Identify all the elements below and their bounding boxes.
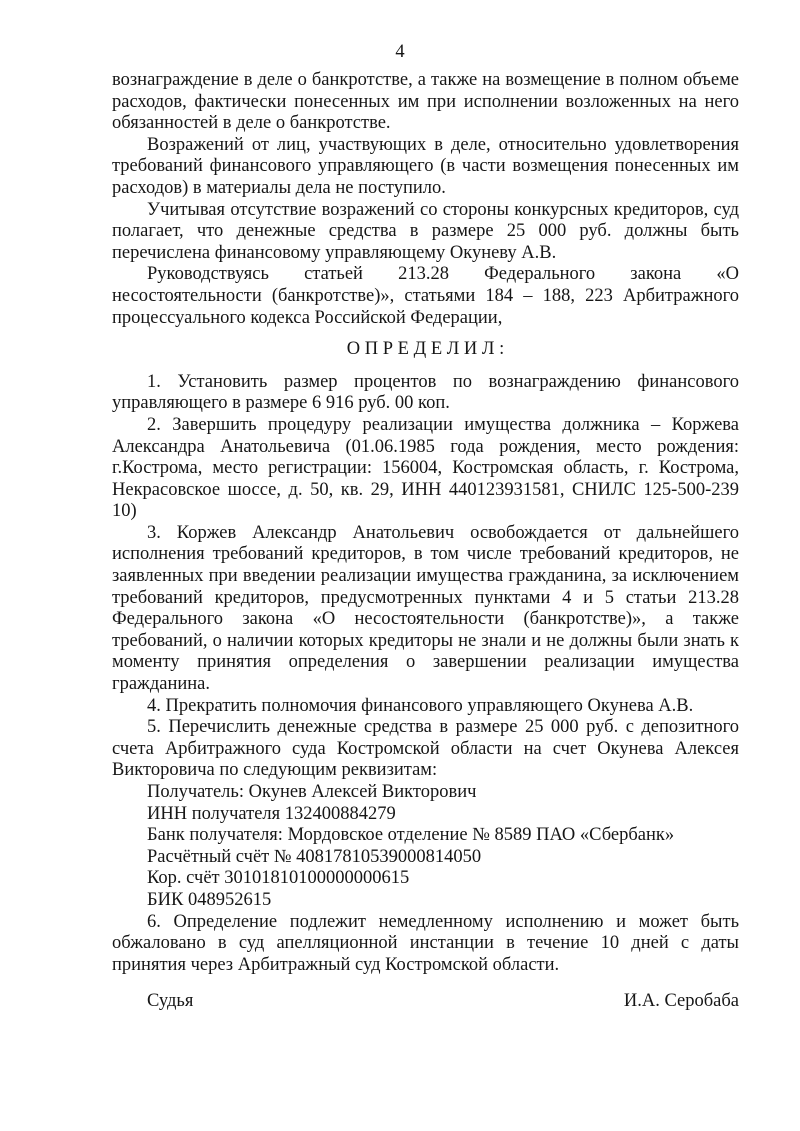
page-number: 4 [395,42,405,62]
paragraph-continuation: вознаграждение в деле о банкротстве, а также на возмещение в полном объеме расходов, фактически понесенных им при исполнении возложенных на него обязанностей в деле о банкротстве. [112,70,739,134]
paragraph-legal-basis: Руководствуясь статьей 213.28 Федерального закона «О несостоятельности (банкротстве)», статьями 184 – 188, 223 Арбитражного процессуального кодекса Российской Федерации, [112,264,739,328]
document-body [112,70,739,1013]
judge-label: Судья [147,991,194,1012]
requisite-bank: Банк получателя: Мордовское отделение № 8589 ПАО «Сбербанк» [147,825,675,846]
resolution-heading: О П Р Е Д Е Л И Л : [346,339,505,360]
resolution-item-6: 6. Определение подлежит немедленному исполнению и может быть обжаловано в суд апелляционной инстанции в течение 10 дней с даты принятия через Арбитражный суд Костромской области. [112,911,739,975]
resolution-item-2: 2. Завершить процедуру реализации имущества должника – Коржева Александра Анатольевича (01.06.1985 года рождения, место рождения: г.Кострома, место регистрации: 156004, Костромская область, г. Кострома, Некрасовское шоссе, д. 50, кв. 29, ИНН 440123931581, СНИЛС 125-500-239 10) [112,414,739,522]
requisite-account: Расчётный счёт № 40817810539000814050 [147,846,482,867]
signature-row [112,991,739,1013]
requisite-recipient: Получатель: Окунев Алексей Викторович [147,782,477,802]
requisite-inn: ИНН получателя 132400884279 [147,803,396,824]
resolution-item-1: 1. Установить размер процентов по вознаграждению финансового управляющего в размере 6 916 руб. 00 коп. [112,371,739,414]
judge-name: И.А. Серобаба [623,991,739,1012]
resolution-item-3: 3. Коржев Александр Анатольевич освобождается от дальнейшего исполнения требований кредиторов, в том числе требований кредиторов, не заявленных при введении реализации имущества гражданина, за исключением требований кредиторов, предусмотренных пунктами 4 и 5 статьи 213.28 Федерального закона «О несостоятельности (банкротстве)», а также требований, о наличии которых кредиторы не знали и не должны были знать к моменту принятия определения о завершении реализации имущества гражданина. [112,522,739,695]
resolution-item-5: 5. Перечислить денежные средства в размере 25 000 руб. с депозитного счета Арбитражного суда Костромской области на счет Окунева Алексея Викторовича по следующим реквизитам: [112,717,739,781]
requisite-bik: БИК 048952615 [147,889,272,910]
paragraph-no-objections: Возражений от лиц, участвующих в деле, относительно удовлетворения требований финансового управляющего (в части возмещения понесенных им расходов) в материалы дела не поступило. [112,134,739,198]
paragraph-court-conclusion: Учитывая отсутствие возражений со стороны конкурсных кредиторов, суд полагает, что денежные средства в размере 25 000 руб. должны быть перечислена финансовому управляющему Окуневу А.В. [112,199,739,263]
resolution-item-4: 4. Прекратить полномочия финансового управляющего Окунева А.В. [147,695,694,716]
requisite-corr-account: Кор. счёт 30101810100000000615 [147,868,410,889]
